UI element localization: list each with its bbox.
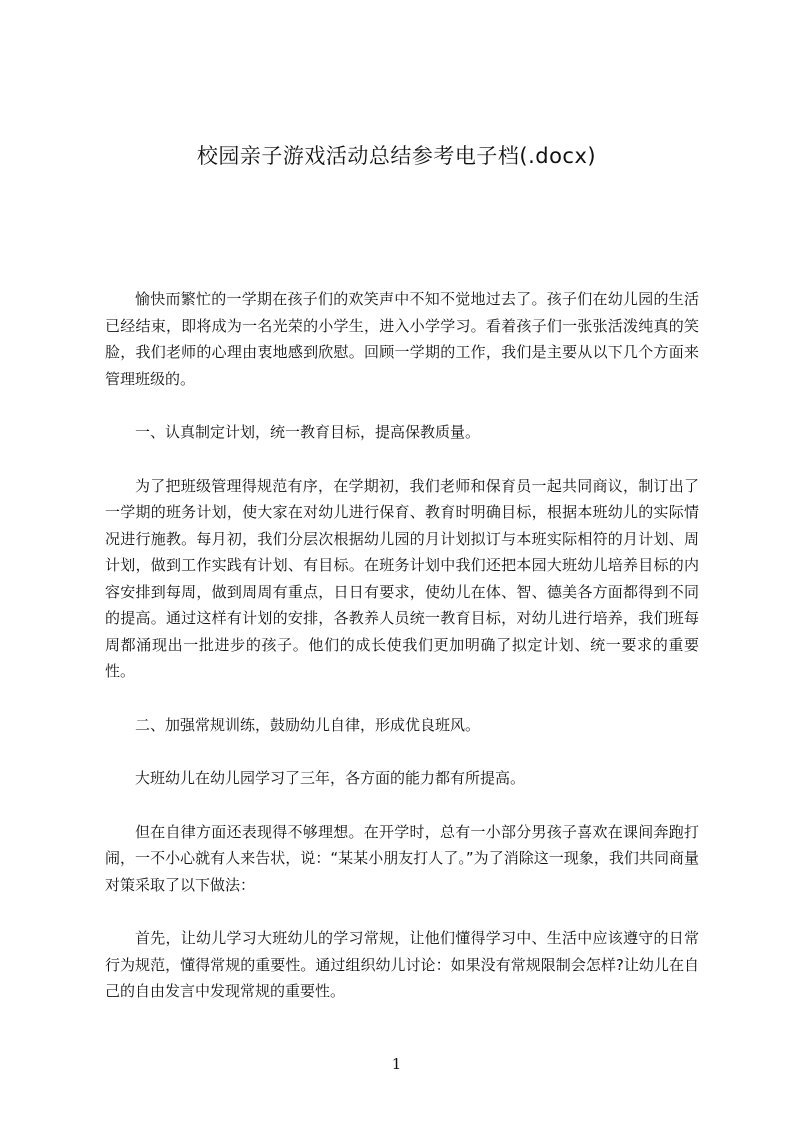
paragraph-intro: 愉快而繁忙的一学期在孩子们的欢笑声中不知不觉地过去了。孩子们在幼儿园的生活已经结束，即将成为一名光荣的小学生，进入小学学习。看着孩子们一张张活泼纯真的笑脸，我们老师的心理由衷地感到欣慰。回顾一学期的工作，我们是主要从以下几个方面来管理班级的。 (105, 290, 699, 388)
paragraph-first-step: 首先，让幼儿学习大班幼儿的学习常规，让他们懂得学习中、生活中应该遵守的日常行为规范，懂得常规的重要性。通过组织幼儿讨论：如果没有常规限制会怎样?让幼儿在自己的自由发言中发现常规的重要性。 (105, 929, 699, 1000)
page-number: 1 (391, 1055, 402, 1073)
paragraph-ability: 大班幼儿在幼儿园学习了三年，各方面的能力都有所提高。 (135, 769, 526, 787)
section-heading-2: 二、加强常规训练，鼓励幼儿自律，形成优良班风。 (135, 715, 481, 734)
document-title: 校园亲子游戏活动总结参考电子档(.docx) (196, 144, 597, 168)
section-heading-1: 一、认真制定计划，统一教育目标，提高保教质量。 (135, 423, 481, 441)
paragraph-plan: 为了把班级管理得规范有序，在学期初，我们老师和保育员一起共同商议，制订出了一学期的班务计划，使大家在对幼儿进行保育、教育时明确目标，根据本班幼儿的实际情况进行施教。每月初，我们分层次根据幼儿园的月计划拟订与本班实际相符的月计划、周计划，做到工作实践有计划、有目标。在班务计划中我们还把本园大班幼儿培养目标的内容安排到每周，做到周周有重点，日日有要求，使幼儿在体、智、德美各方面都得到不同的提高。通过这样有计划的安排，各教养人员统一教育目标，对幼儿进行培养，我们班每周都涌现出一批进步的孩子。他们的成长使我们更加明确了拟定计划、统一要求的重要性。 (105, 476, 699, 680)
document-body (105, 286, 699, 1005)
paragraph-discipline: 但在自律方面还表现得不够理想。在开学时，总有一小部分男孩子喜欢在课间奔跑打闹，一不小心就有人来告状，说：“某某小朋友打人了。”为了消除这一现象，我们共同商量对策采取了以下做法： (105, 822, 699, 894)
